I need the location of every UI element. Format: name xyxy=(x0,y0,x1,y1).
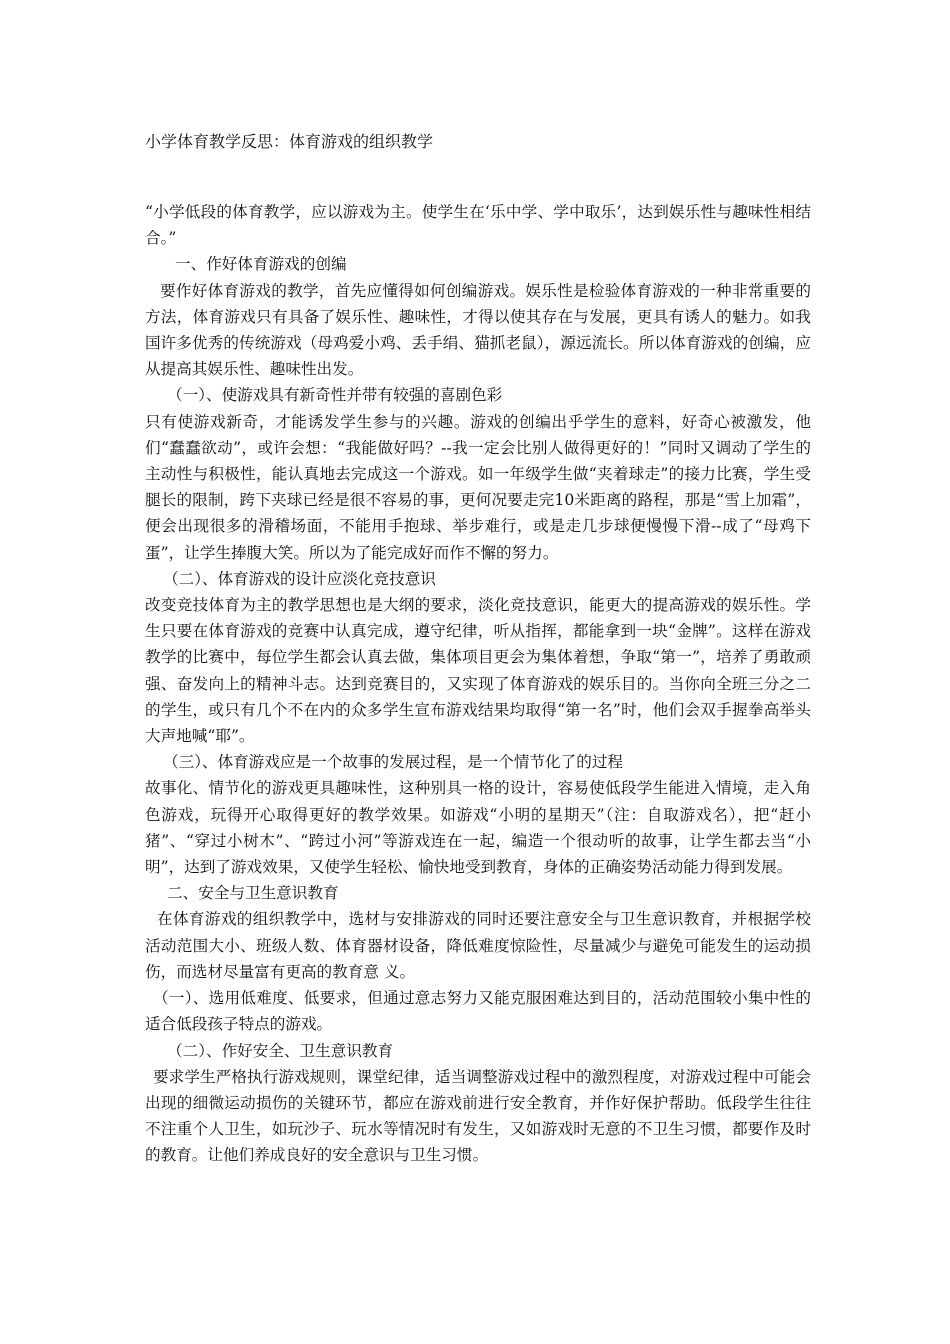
subsection-heading-1-3: （三）、体育游戏应是一个故事的发展过程，是一个情节化了的过程 xyxy=(163,753,624,772)
body-paragraph: 在体育游戏的组织教学中，选材与安排游戏的同时还要注意安全与卫生意识教育，并根据学校活动范围大小、班级人数、体育器材设备，降低难度惊险性，尽量减少与避免可能发生的运动损伤，而选材尽量富有更高的教育意 义。 xyxy=(145,910,811,981)
document-title: 小学体育教学反思：体育游戏的组织教学 xyxy=(145,132,434,151)
body-paragraph: 要求学生严格执行游戏规则，课堂纪律，适当调整游戏过程中的激烈程度，对游戏过程中可能会出现的细微运动损伤的关键环节，都应在游戏前进行安全教育，并作好保护帮助。低段学生往往不注重个人卫生，如玩沙子、玩水等情况时有发生，又如游戏时无意的不卫生习惯，都要作及时的教育。让他们养成良好的安全意识与卫生习惯。 xyxy=(145,1067,811,1165)
subsection-heading-2-2: （二）、作好安全、卫生意识教育 xyxy=(167,1041,394,1060)
body-paragraph: 改变竞技体育为主的教学思想也是大纲的要求，淡化竞技意识，能更大的提高游戏的娱乐性。学生只要在体育游戏的竞赛中认真完成，遵守纪律，听从指挥，都能拿到一块“金牌”。这样在游戏教学的比赛中，每位学生都会认真去做，集体项目更会为集体着想，争取“第一”，培养了勇敢顽强、奋发向上的精神斗志。达到竞赛目的，又实现了体育游戏的娱乐目的。当你向全班三分之二的学生，或只有几个不在内的众多学生宣布游戏结果均取得“第一名”时，他们会双手握拳高举头大声地喊“耶”。 xyxy=(145,596,811,746)
intro-quote-paragraph: “小学低段的体育教学，应以游戏为主。使学生在‘乐中学、学中取乐’，达到娱乐性与趣味性相结合。” xyxy=(145,203,811,248)
body-paragraph: 要作好体育游戏的教学，首先应懂得如何创编游戏。娱乐性是检验体育游戏的一种非常重要的方法，体育游戏只有具备了娱乐性、趣味性，才得以使其存在与发展，更具有诱人的魅力。如我国许多优秀的传统游戏（母鸡爱小鸡、丢手绢、猫抓老鼠），源远流长。所以体育游戏的创编，应从提高其娱乐性、趣味性出发。 xyxy=(145,281,811,379)
subsection-heading-2-1: （一）、选用低难度、低要求，但通过意志努力又能克服困难达到目的，活动范围较小集中性的适合低段孩子特点的游戏。 xyxy=(145,989,811,1034)
subsection-heading-1-2: （二）、体育游戏的设计应淡化竞技意识 xyxy=(163,569,436,588)
section-heading-1: 一、作好体育游戏的创编 xyxy=(175,255,347,274)
section-heading-2: 二、安全与卫生意识教育 xyxy=(167,884,339,903)
body-paragraph: 故事化、情节化的游戏更具趣味性，这种别具一格的设计，容易使低段学生能进入情境，走入角色游戏，玩得开心取得更好的教学效果。如游戏“小明的星期天”（注：自取游戏名），把“赶小猪”、“穿过小树木”、“跨过小河”等游戏连在一起，编造一个很动听的故事，让学生都去当“小明”，达到了游戏效果，又使学生轻松、愉快地受到教育，身体的正确姿势活动能力得到发展。 xyxy=(145,779,811,877)
document-body xyxy=(145,199,811,1169)
body-paragraph: 只有使游戏新奇，才能诱发学生参与的兴趣。游戏的创编出乎学生的意料，好奇心被激发，他们“蠢蠢欲动”，或许会想：“我能做好吗？--我一定会比别人做得更好的！”同时又调动了学生的主动性与积极性，能认真地去完成这一个游戏。如一年级学生做“夹着球走”的接力比赛，学生受腿长的限制，跨下夹球已经是很不容易的事，更何况要走完10米距离的路程，那是“雪上加霜”，便会出现很多的滑稽场面，不能用手抱球、举步难行，或是走几步球便慢慢下滑--成了“母鸡下蛋”，让学生捧腹大笑。所以为了能完成好而作不懈的努力。 xyxy=(145,412,811,562)
subsection-heading-1-1: （一）、使游戏具有新奇性并带有较强的喜剧色彩 xyxy=(167,386,503,405)
